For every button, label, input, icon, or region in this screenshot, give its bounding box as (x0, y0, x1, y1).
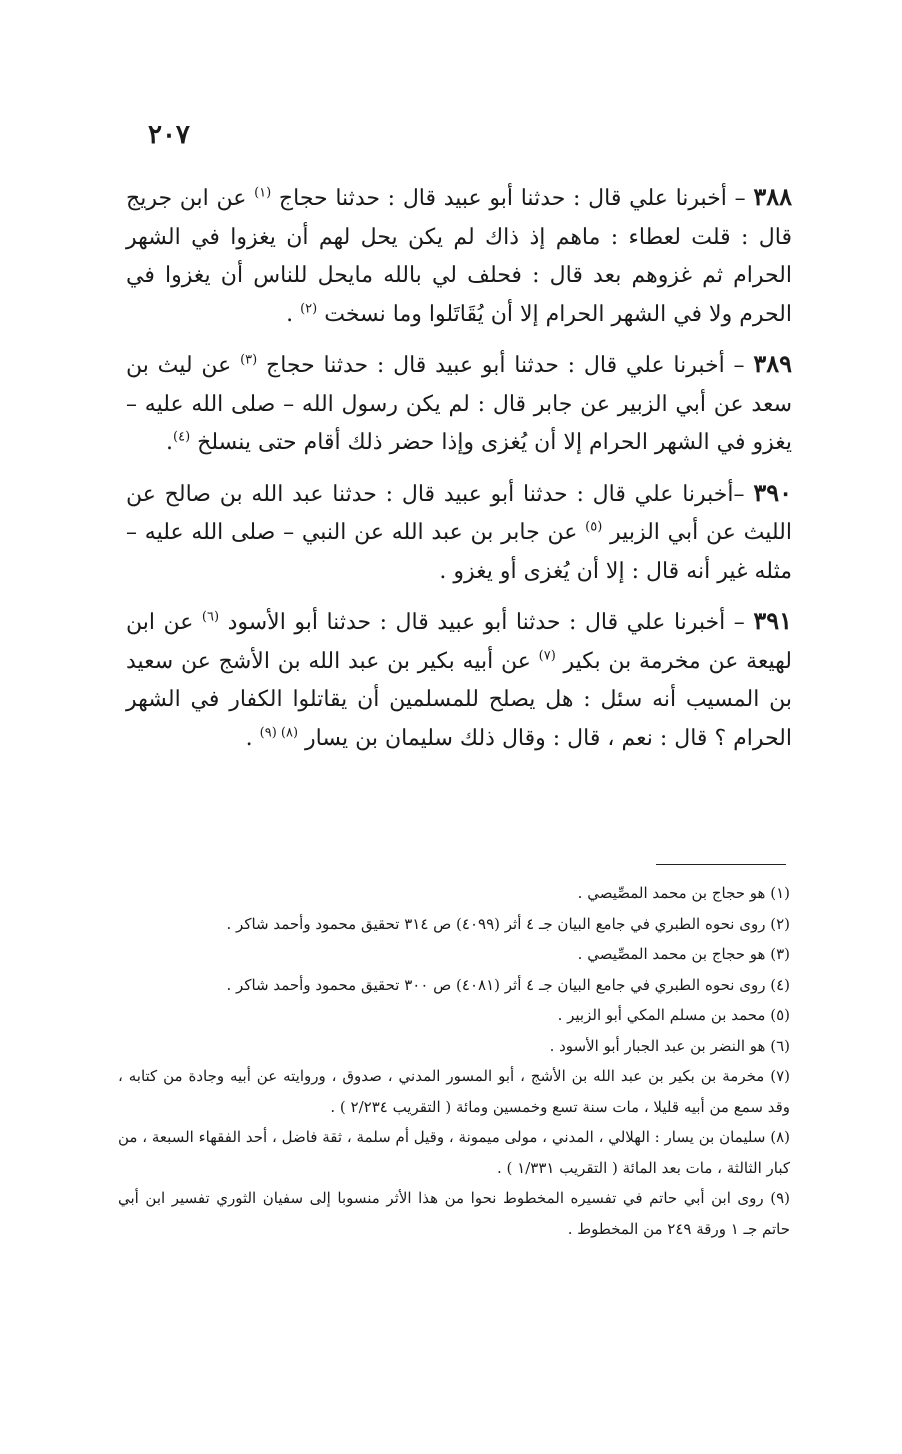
footnote-4: (٤) روى نحوه الطبري في جامع البيان جـ ٤ أثر (٤٠٨١) ص ٣٠٠ تحقيق محمود وأحمد شاكر . (226, 975, 790, 994)
hadith-text: –أخبرنا علي قال : حدثنا أبو عبيد قال : حدثنا عبد الله بن صالح عن الليث عن أبي الزبير (126, 481, 792, 545)
hadith-text: عن ليث بن سعد عن أبي الزبير عن جابر قال : لم يكن رسول الله – صلى الله عليه – يغزو في الشهر الحرام إلا أن يُغزى وإذا حضر ذلك أقام حتى ينسلخ (126, 353, 792, 455)
footnote-3: (٣) هو حجاج بن محمد المصِّيصي . (577, 945, 790, 963)
footnote-divider (656, 864, 786, 865)
hadith-text: عن جابر بن عبد الله عن النبي – صلى الله عليه – مثله غير أنه قال : إلا أن يُغزى أو يغزو . (126, 520, 792, 584)
footnote-ref: (٢) (300, 301, 318, 317)
hadith-text: – أخبرنا علي قال : حدثنا أبو عبيد قال : حدثنا حجاج (257, 353, 754, 378)
footnote-ref: (٦) (201, 609, 220, 625)
hadith-389 (126, 345, 792, 463)
hadith-text: عن أبيه بكير بن عبد الله بن الأشج عن سعيد بن المسيب أنه سئل : هل يصلح للمسلمين أن يقاتلوا الكفار في الشهر الحرام ؟ قال : نعم ، قال : وقال ذلك سليمان بن يسار (126, 648, 792, 751)
footnote-5: (٥) محمد بن مسلم المكي أبو الزبير . (557, 1006, 790, 1024)
footnotes (118, 878, 790, 1244)
hadith-text: . (245, 725, 260, 751)
footnote-ref: (٤) (173, 429, 191, 445)
footnote-ref: (٨) (٩) (259, 725, 299, 741)
hadith-391 (126, 602, 792, 758)
footnote-1: (١) هو حجاج بن محمد المصِّيصي . (577, 884, 790, 902)
hadith-number: ٣٩١ (753, 606, 792, 635)
footnote-8: (٨) سليمان بن يسار : الهلالي ، المدني ، مولى ميمونة ، وقيل أم سلمة ، ثقة فاضل ، أحد الفقهاء السبعة ، من كبار الثالثة ، مات بعد المائة ( التقريب ١/٣٣١ ) . (118, 1128, 790, 1177)
hadith-text: – أخبرنا علي قال : حدثنا أبو عبيد قال : حدثنا أبو الأسود (219, 610, 754, 635)
footnote-2: (٢) روى نحوه الطبري في جامع البيان جـ ٤ أثر (٤٠٩٩) ص ٣١٤ تحقيق محمود وأحمد شاكر . (226, 914, 790, 933)
footnote-ref: (٣) (240, 352, 258, 368)
footnote-9: (٩) روى ابن أبي حاتم في تفسيره المخطوط نحوا من هذا الأثر منسوبا إلى سفيان الثوري تفسير ابن أبي حاتم جـ ١ ورقة ٢٤٩ من المخطوط . (118, 1189, 790, 1238)
hadith-number: ٣٨٨ (753, 182, 792, 211)
hadith-388 (126, 178, 792, 334)
hadith-text: . (166, 430, 174, 455)
hadith-text: عن ابن لهيعة عن مخرمة بن بكير (126, 610, 792, 674)
footnote-ref: (١) (254, 185, 272, 201)
hadith-390 (126, 474, 792, 592)
page-number: ٢٠٧ (148, 120, 190, 150)
hadith-number: ٣٨٩ (753, 349, 792, 378)
hadith-text: عن ابن جريج قال : قلت لعطاء : ماهم إذ ذاك لم يكن يحل لهم أن يغزوا في الشهر الحرام ثم غزوهم بعد قال : فحلف لي بالله مايحل للناس أن يغزوا في الحرم ولا في الشهر الحرام إلا أن يُقَاتَلوا وما نسخت (126, 186, 792, 327)
footnote-6: (٦) هو النضر بن عبد الجبار أبو الأسود . (549, 1036, 790, 1055)
hadith-text: – أخبرنا علي قال : حدثنا أبو عبيد قال : حدثنا حجاج (271, 186, 754, 211)
footnote-ref: (٥) (585, 519, 603, 535)
hadith-number: ٣٩٠ (753, 477, 792, 507)
footnote-ref: (٧) (538, 648, 556, 664)
hadith-text: . (286, 301, 301, 327)
main-text (126, 178, 792, 769)
footnote-7: (٧) مخرمة بن بكير بن عبد الله بن الأشج ، أبو المسور المدني ، صدوق ، وروايته عن أبيه وجادة من كتابه ، وقد سمع من أبيه قليلا ، مات سنة تسع وخمسين ومائة ( التقريب ٢/٢٣٤ ) . (118, 1067, 790, 1116)
